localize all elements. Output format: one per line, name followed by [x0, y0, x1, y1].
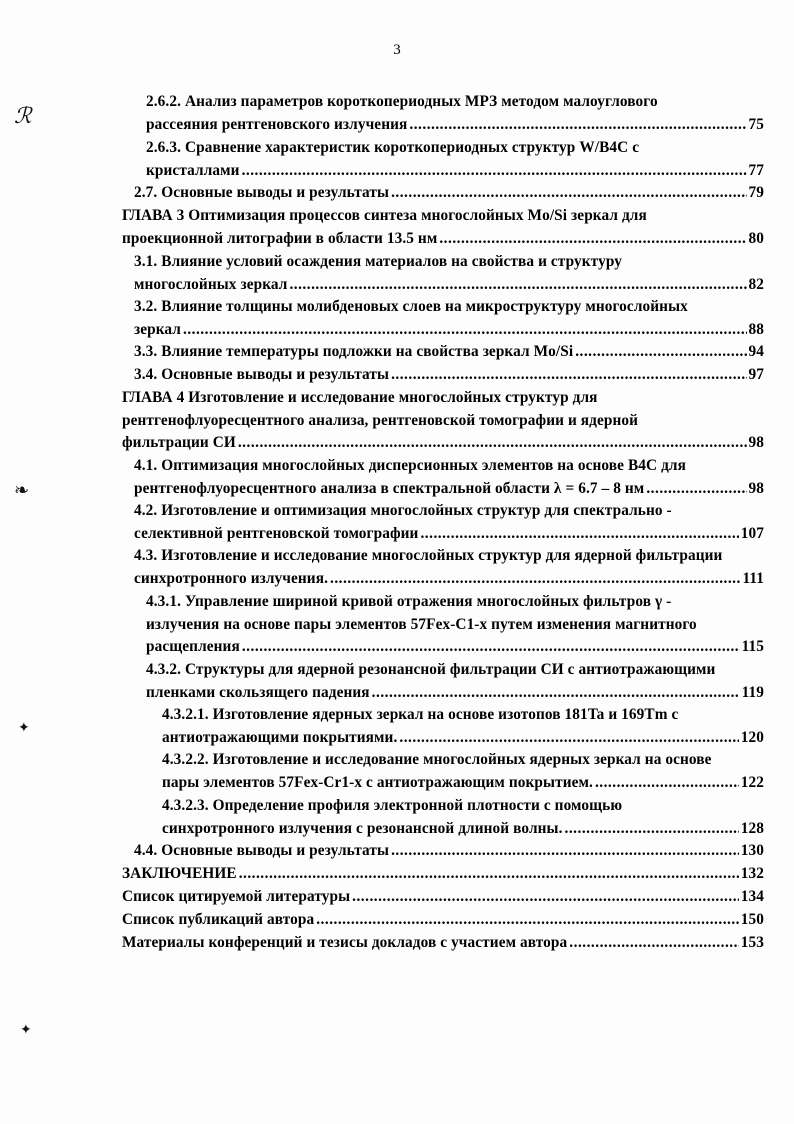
toc-entry-title: 4.2. Изготовление и оптимизация многослойных структур для спектрально - [134, 502, 672, 519]
toc-page-number: 115 [741, 638, 764, 656]
toc-entry[interactable] [134, 364, 764, 387]
leader-dots [391, 182, 746, 205]
toc-entry-title: кристаллами [146, 161, 240, 179]
toc-entry-title: 3.4. Основные выводы и результаты [134, 366, 390, 383]
toc-entry-title: рентгенофлуоресцентного анализа в спектральной области λ = 6.7 – 8 нм [134, 479, 645, 497]
toc-entry-title: фильтрации СИ [122, 434, 236, 452]
leader-dots [569, 932, 738, 955]
leader-dots [439, 228, 746, 251]
toc-entry[interactable] [134, 251, 764, 296]
toc-chapter-entry[interactable] [122, 387, 764, 455]
toc-page-number: 82 [748, 275, 764, 293]
toc-page-number: 79 [748, 184, 764, 201]
leader-dots [399, 727, 738, 750]
toc-page-number: 75 [748, 115, 764, 133]
leader-dots [183, 319, 747, 342]
toc-entry-title: Список публикаций автора [122, 911, 315, 928]
leader-dots [352, 886, 739, 909]
toc-page-number: 132 [740, 865, 764, 882]
toc-entry[interactable] [134, 840, 764, 863]
toc-entry-title: 4.3. Изготовление и исследование многослойных структур для ядерной фильтрации [134, 547, 723, 564]
leader-dots [409, 114, 746, 137]
toc-entry-title: расщепления [146, 638, 240, 656]
toc-page-number: 98 [748, 434, 764, 452]
leader-dots [238, 432, 747, 455]
toc-page-number: 88 [748, 320, 764, 338]
leader-dots [289, 274, 746, 297]
toc-chapter-entry[interactable] [122, 205, 764, 250]
margin-mark: ✦ [20, 1023, 32, 1038]
toc-entry[interactable] [146, 659, 764, 704]
toc-page-number: 128 [740, 819, 764, 837]
toc-entry-title: 2.7. Основные выводы и результаты [134, 184, 390, 201]
toc-entry-title: 4.3.2. Структуры для ядерной резонансной фильтрации СИ с антиотражающими [146, 661, 716, 678]
toc-entry-title: ЗАКЛЮЧЕНИЕ [122, 865, 237, 882]
toc-page-number: 97 [748, 366, 764, 383]
toc-entry-title: рассеяния рентгеновского излучения [146, 115, 408, 133]
toc-entry-title: ГЛАВА 4 Изготовление и исследование многослойных структур для [122, 389, 598, 406]
toc-entry[interactable] [162, 704, 764, 749]
leader-dots [242, 636, 740, 659]
leader-dots [239, 863, 739, 886]
toc-entry[interactable] [134, 455, 764, 500]
toc-page-number: 77 [748, 161, 764, 179]
toc-chapter-entry[interactable] [122, 863, 764, 886]
toc-page-number: 94 [748, 343, 764, 360]
toc-entry-title: излучения на основе пары элементов 57Fex-C1-x путем изменения магнитного [146, 615, 697, 633]
leader-dots [372, 682, 740, 705]
toc-entry[interactable] [146, 137, 764, 182]
leader-dots [242, 160, 747, 183]
toc-entry-title: пары элементов 57Fex-Cr1-x с антиотражающим покрытием. [162, 773, 593, 791]
toc-entry-title: 4.3.1. Управление шириной кривой отражения многослойных фильтров γ - [146, 593, 672, 610]
toc-entry-title: 4.3.2.3. Определение профиля электронной плотности с помощью [162, 797, 623, 814]
toc-entry[interactable] [134, 182, 764, 205]
toc-entry-title: рентгенофлуоресцентного анализа, рентгеновской томографии и ядерной [122, 411, 639, 429]
toc-entry[interactable] [134, 500, 764, 545]
toc-entry[interactable] [134, 545, 764, 590]
page-number: 3 [393, 42, 401, 58]
leader-dots [391, 840, 739, 863]
toc-page-number: 153 [740, 934, 764, 951]
toc-chapter-entry[interactable] [122, 932, 764, 955]
leader-dots [330, 568, 740, 591]
toc-entry[interactable] [162, 749, 764, 794]
toc-entry-title: 4.3.2.1. Изготовление ядерных зеркал на основе изотопов 181Ta и 169Tm с [162, 706, 679, 723]
toc-entry-title: селективной рентгеновской томографии [134, 524, 419, 542]
leader-dots [420, 523, 738, 546]
toc-entry-title: 4.3.2.2. Изготовление и исследование многослойных ядерных зеркал на основе [162, 751, 712, 768]
margin-mark: ✦ [18, 721, 30, 736]
leader-dots [595, 772, 739, 795]
toc-page-number: 122 [740, 773, 764, 791]
toc-chapter-entry[interactable] [122, 909, 764, 932]
toc-page-number: 120 [740, 728, 764, 746]
toc-entry[interactable] [134, 296, 764, 341]
toc-entry-title: синхротронного излучения. [134, 569, 329, 587]
toc-entry-title: 4.4. Основные выводы и результаты [134, 842, 390, 859]
toc-entry-title: 2.6.3. Сравнение характеристик короткопериодных структур W/B4C с [146, 139, 640, 156]
toc-entry-title: ГЛАВА 3 Оптимизация процессов синтеза многослойных Mo/Si зеркал для [122, 207, 647, 224]
toc-entry[interactable] [162, 795, 764, 840]
toc-entry[interactable] [146, 91, 764, 136]
toc-entry-title: Список цитируемой литературы [122, 888, 351, 905]
leader-dots [391, 364, 746, 387]
toc-entry-title: проекционной литографии в области 13.5 нм [122, 229, 438, 247]
toc-page-number: 111 [742, 569, 764, 587]
leader-dots [575, 341, 746, 364]
toc-entry[interactable] [146, 591, 764, 659]
toc-chapter-entry[interactable] [122, 886, 764, 909]
leader-dots [565, 818, 739, 841]
toc-page-number: 150 [740, 911, 764, 928]
toc-entry-title: 3.1. Влияние условий осаждения материалов на свойства и структуру [134, 253, 622, 270]
toc-entry-title: зеркал [134, 320, 181, 338]
leader-dots [646, 478, 746, 501]
toc-page-number: 134 [740, 888, 764, 905]
toc-entry-title: антиотражающими покрытиями. [162, 728, 398, 746]
toc-entry-title: 3.2. Влияние толщины молибденовых слоев на микроструктуру многослойных [134, 298, 688, 315]
toc-page-number: 80 [748, 229, 764, 247]
toc-page-number: 107 [740, 524, 764, 542]
toc-entry-title: 2.6.2. Анализ параметров короткопериодных МРЗ методом малоуглового [146, 93, 658, 110]
toc-page-number: 130 [740, 842, 764, 859]
toc-entry-title: пленками скользящего падения [146, 683, 370, 701]
toc-entry[interactable] [134, 341, 764, 364]
toc-page-number: 98 [748, 479, 764, 497]
toc-entry-title: 3.3. Влияние температуры подложки на свойства зеркал Mo/Si [134, 343, 574, 360]
margin-mark: ℛ [14, 103, 32, 128]
toc-entry-title: синхротронного излучения с резонансной длиной волны. [162, 819, 563, 837]
leader-dots [316, 909, 739, 932]
toc-entry-title: Материалы конференций и тезисы докладов с участием автора [122, 934, 568, 951]
toc-entry-title: многослойных зеркал [134, 275, 288, 293]
toc-page-number: 119 [741, 683, 764, 701]
margin-mark: ❧ [14, 480, 30, 500]
toc-entry-title: 4.1. Оптимизация многослойных дисперсионных элементов на основе B4C для [134, 457, 686, 474]
